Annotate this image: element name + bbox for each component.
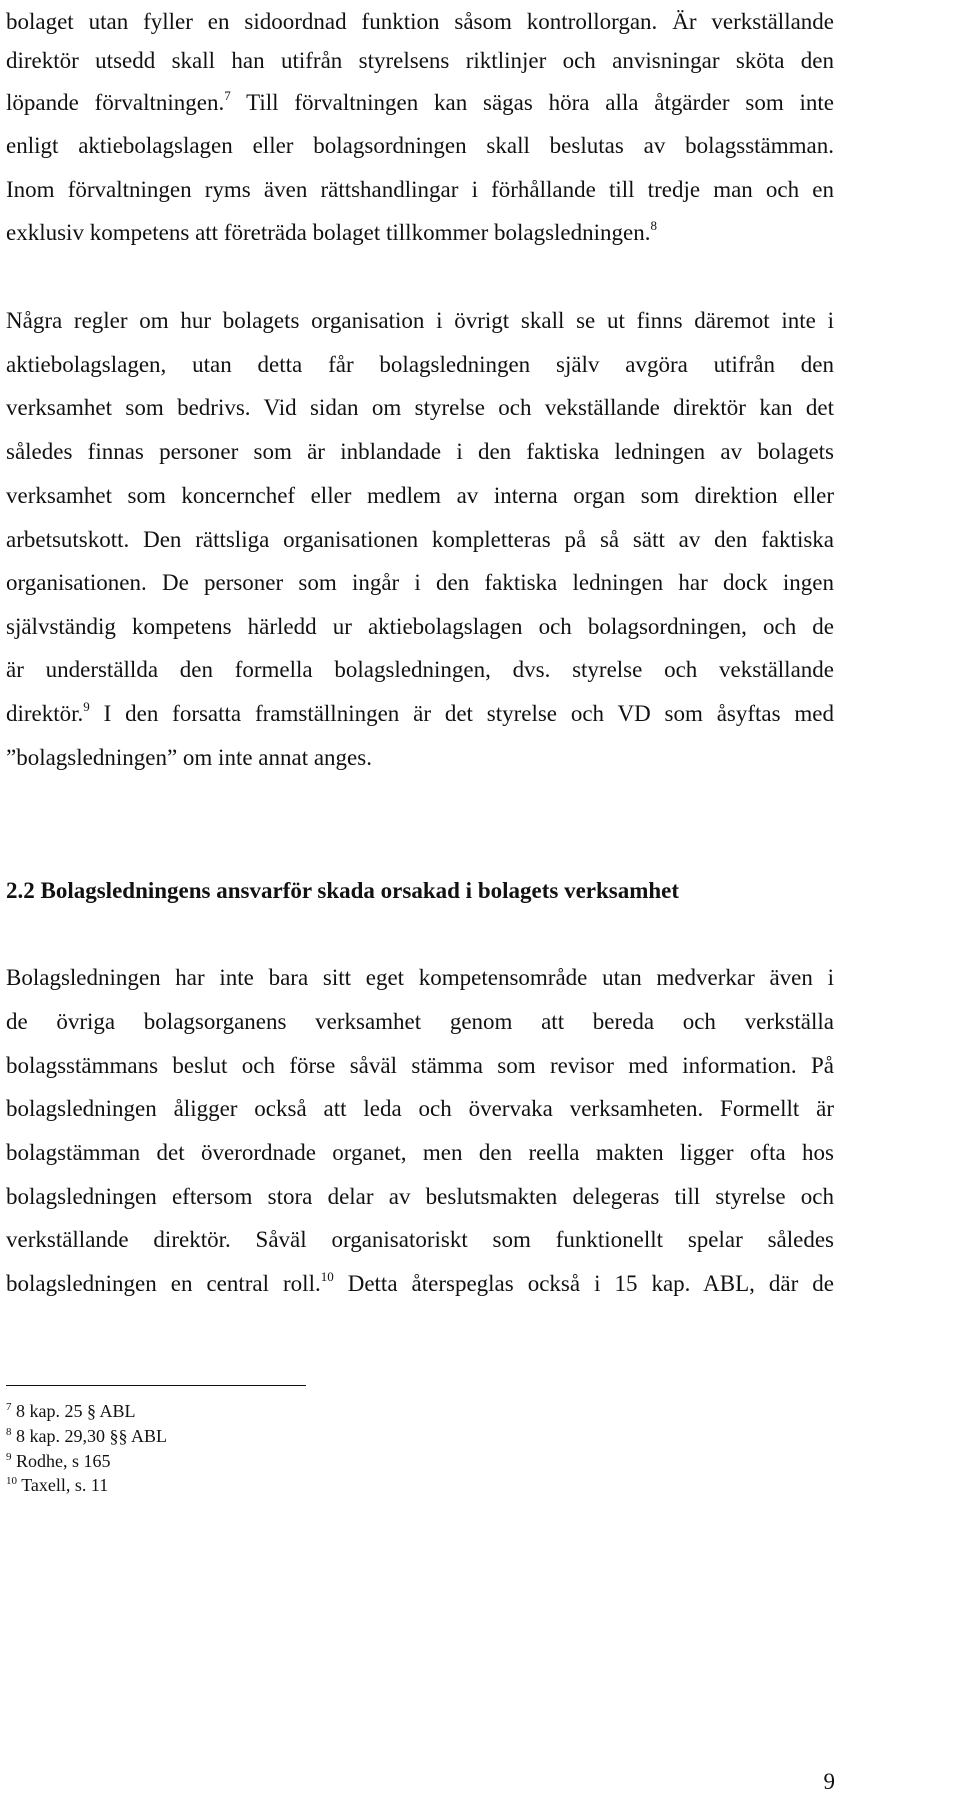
section-number: 2.2 xyxy=(6,878,35,903)
text-segment: bolagsledningen en central roll. xyxy=(6,1271,321,1296)
footnote-7 xyxy=(6,1400,136,1422)
text-line xyxy=(6,81,834,125)
footnote-number: 7 xyxy=(6,1401,12,1413)
text-line: bolagsledningen eftersom stora delar av beslutsmakten delegeras till styrelse och xyxy=(6,1184,834,1209)
footnote-ref-10: 10 xyxy=(320,1269,334,1284)
text-line: självständig kompetens härledd ur aktiebolagslagen och bolagsordningen, och de xyxy=(6,614,834,639)
text-line xyxy=(6,1262,834,1306)
footnote-separator xyxy=(6,1385,306,1386)
text-line: bolagsledningen åligger också att leda och övervaka verksamheten. Formellt är xyxy=(6,1096,834,1121)
section-title: Bolagsledningens ansvarför skada orsakad i bolagets verksamhet xyxy=(40,878,680,903)
text-line: är underställda den formella bolagsledningen, dvs. styrelse och vekställande xyxy=(6,657,834,682)
text-segment: Detta återspeglas också i 15 kap. ABL, där de xyxy=(333,1271,834,1296)
footnote-ref-7: 7 xyxy=(224,88,231,103)
text-line: organisationen. De personer som ingår i den faktiska ledningen har dock ingen xyxy=(6,570,834,595)
text-segment: Till förvaltningen kan sägas höra alla åtgärder som inte xyxy=(230,90,834,115)
text-line: verkställande direktör. Såväl organisatoriskt som funktionellt spelar således xyxy=(6,1227,834,1252)
text-line: bolaget utan fyller en sidoordnad funktion såsom kontrollorgan. Är verkställande xyxy=(6,9,834,34)
text-line: Några regler om hur bolagets organisation i övrigt skall se ut finns däremot inte i xyxy=(6,308,834,333)
text-segment: direktör. xyxy=(6,701,84,726)
text-line: arbetsutskott. Den rättsliga organisationen kompletteras på så sätt av den faktiska xyxy=(6,527,834,552)
text-line: således finnas personer som är inblandade i den faktiska ledningen av bolagets xyxy=(6,439,834,464)
footnote-text: 8 kap. 25 § ABL xyxy=(16,1401,136,1421)
text-line: bolagstämman det överordnade organet, men den reella makten ligger ofta hos xyxy=(6,1140,834,1165)
text-segment: I den forsatta framställningen är det styrelse och VD som åsyftas med xyxy=(89,701,834,726)
footnote-10 xyxy=(6,1474,108,1496)
text-line: de övriga bolagsorganens verksamhet genom att bereda och verkställa xyxy=(6,1009,834,1034)
text-line xyxy=(6,692,834,736)
text-line: bolagsstämmans beslut och förse såväl stämma som revisor med information. På xyxy=(6,1053,834,1078)
section-heading xyxy=(6,869,834,913)
footnote-9 xyxy=(6,1450,111,1472)
text-line: verksamhet som bedrivs. Vid sidan om styrelse och vekställande direktör kan det xyxy=(6,395,834,420)
footnote-ref-9: 9 xyxy=(83,699,90,714)
text-line: aktiebolagslagen, utan detta får bolagsledningen själv avgöra utifrån den xyxy=(6,352,834,377)
footnote-number: 10 xyxy=(6,1475,17,1487)
text-segment: löpande förvaltningen. xyxy=(6,90,225,115)
text-line: Inom förvaltningen ryms även rättshandlingar i förhållande till tredje man och en xyxy=(6,177,834,202)
footnote-text: 8 kap. 29,30 §§ ABL xyxy=(16,1426,167,1446)
page-number: 9 xyxy=(823,1769,835,1794)
text-segment: exklusiv kompetens att företräda bolaget tillkommer bolagsledningen. xyxy=(6,220,651,245)
footnote-number: 8 xyxy=(6,1426,12,1438)
text-line: Bolagsledningen har inte bara sitt eget kompetensområde utan medverkar även i xyxy=(6,965,834,990)
text-line: ”bolagsledningen” om inte annat anges. xyxy=(6,745,372,770)
footnote-number: 9 xyxy=(6,1451,12,1463)
text-line xyxy=(6,211,834,255)
text-line: verksamhet som koncernchef eller medlem av interna organ som direktion eller xyxy=(6,483,834,508)
footnote-text: Rodhe, s 165 xyxy=(16,1451,111,1471)
text-line: enligt aktiebolagslagen eller bolagsordningen skall beslutas av bolagsstämman. xyxy=(6,133,834,158)
text-line: direktör utsedd skall han utifrån styrelsens riktlinjer och anvisningar sköta den xyxy=(6,48,834,73)
footnote-text: Taxell, s. 11 xyxy=(21,1475,109,1495)
footnote-ref-8: 8 xyxy=(650,218,657,233)
footnote-8 xyxy=(6,1425,167,1447)
